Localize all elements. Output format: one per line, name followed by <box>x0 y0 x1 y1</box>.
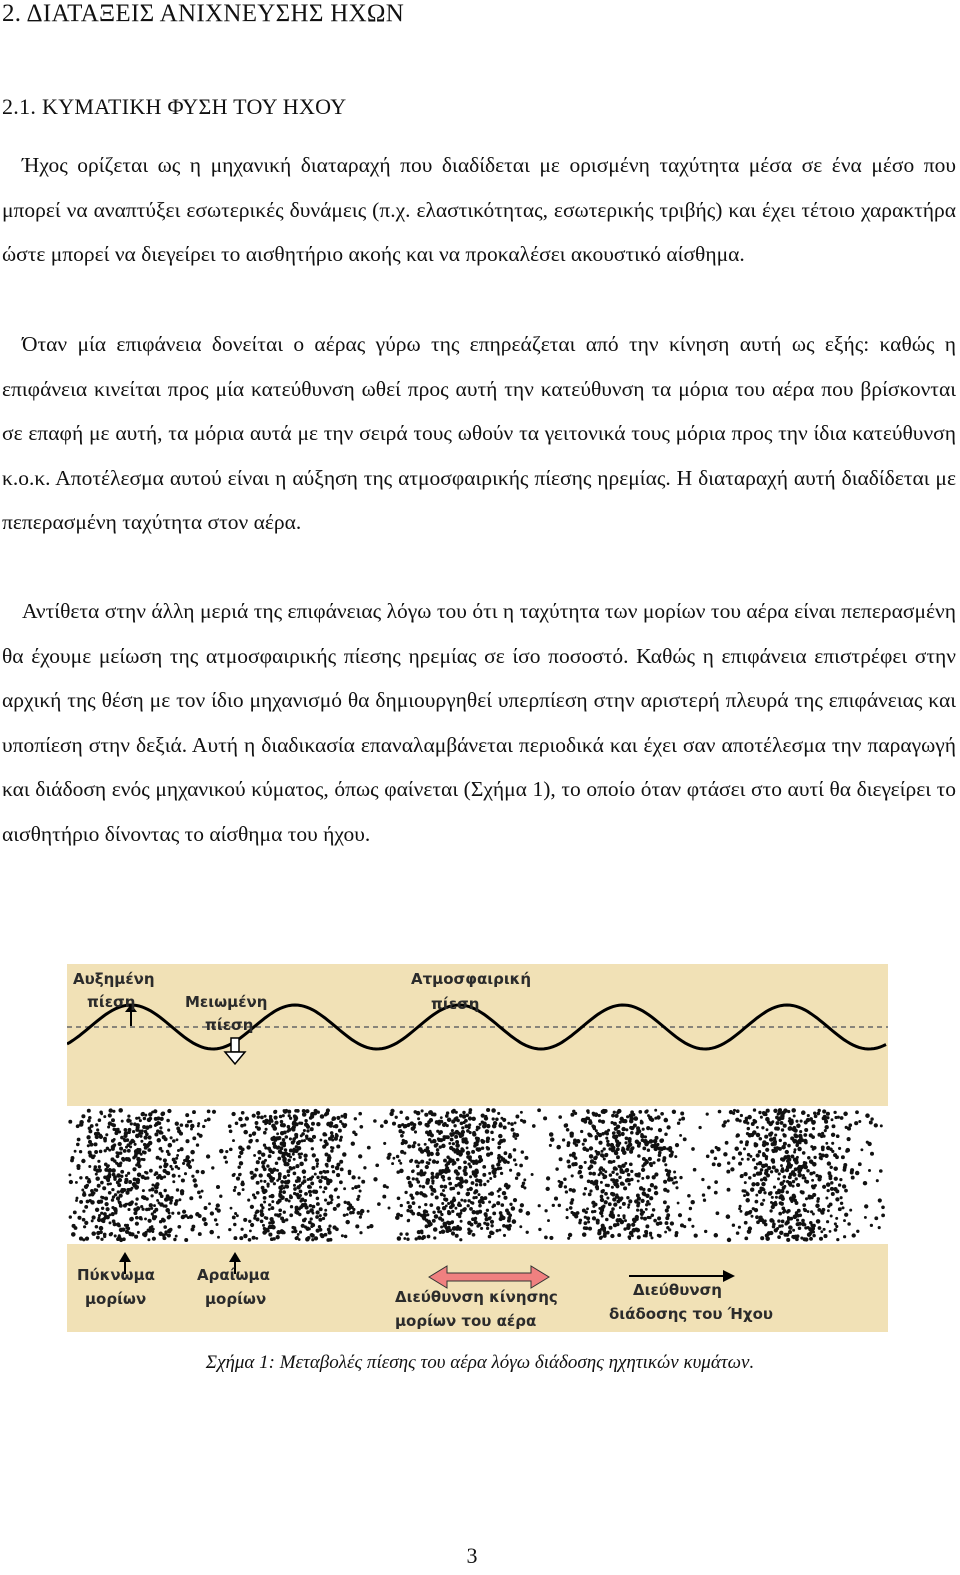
label-decreased-pressure-1: Μειωμένη <box>185 993 268 1011</box>
label-increased-pressure-1: Αυξημένη <box>73 970 155 988</box>
paragraph-vibration: Όταν μία επιφάνεια δονείται ο αέρας γύρω της επηρεάζεται από την κίνηση αυτή ως εξής: καθώς η επιφάνεια κινείται προς μία κατεύθυνση ωθεί προς αυτή την κατεύθυνση τα μόρια του αέρα που βρίσκονται σε επαφή με αυτή, τα μόρια αυτά με την σειρά τους ωθούν τα γειτονικά τους μόρια προς την ίδια κατεύθυνση κ.ο.κ. Αποτέλεσμα αυτού είναι η αύξηση της ατμοσφαιρικής πίεσης ηρεμίας. Η διαταραχή αυτή διαδίδεται με πεπερασμένη ταχύτητα στον αέρα. <box>2 332 956 535</box>
label-atmospheric-pressure-1: Ατμοσφαιρική <box>411 970 532 988</box>
label-sparse-2: μορίων <box>205 1290 267 1308</box>
paragraph-propagation: Αντίθετα στην άλλη μεριά της επιφάνειας λόγω του ότι η ταχύτητα των μορίων του αέρα είναι πεπερασμένη θα έχουμε μείωση της ατμοσφαιρικής πίεσης ηρεμίας σε ίσο ποσοστό. Καθώς η επιφάνεια επιστρέφει στην αρχική της θέση με τον ίδιο μηχανισμό θα δημιουργηθεί υπερπίεση στην αριστερή πλευρά της επιφάνειας και υποπίεση στην δεξιά. Αυτή η διαδικασία επαναλαμβάνεται περιοδικά και έχει σαν αποτέλεσμα την παραγωγή και διάδοση ενός μηχανικού κύματος, όπως φαίνεται (Σχήμα 1), το οποίο όταν φτάσει στο αυτί θα διεγείρει το αισθητήριο δίνοντας το αίσθημα του ήχου. <box>2 599 956 846</box>
label-increased-pressure-2: πίεση <box>87 993 136 1011</box>
label-molecule-motion-2: μορίων του αέρα <box>395 1312 537 1330</box>
figure-caption: Σχήμα 1: Μεταβολές πίεσης του αέρα λόγω διάδοσης ηχητικών κυμάτων. <box>205 1352 755 1373</box>
label-propagation-1: Διεύθυνση <box>633 1281 722 1299</box>
label-atmospheric-pressure-2: πίεση <box>431 995 480 1013</box>
label-propagation-2: διάδοσης του Ήχου <box>609 1305 774 1323</box>
subsection-title: 2.1. ΚΥΜΑΤΙΚΗ ΦΥΣΗ ΤΟΥ ΗΧΟΥ <box>2 94 347 119</box>
page-number: 3 <box>466 1543 478 1568</box>
label-decreased-pressure-2: πίεση <box>205 1016 254 1034</box>
label-molecule-motion-1: Διεύθυνση κίνησης <box>395 1288 558 1306</box>
label-dense-1: Πύκνωμα <box>77 1266 155 1284</box>
section-title: 2. ΔΙΑΤΑΞΕΙΣ ΑΝΙΧΝΕΥΣΗΣ ΗΧΩΝ <box>2 0 405 27</box>
sound-wave-figure <box>67 964 888 1332</box>
label-dense-2: μορίων <box>85 1290 147 1308</box>
label-sparse-1: Αραίωμα <box>197 1266 270 1284</box>
paragraph-definition: Ήχος ορίζεται ως η μηχανική διαταραχή που διαδίδεται με ορισμένη ταχύτητα μέσα σε ένα μέσο που μπορεί να αναπτύξει εσωτερικές δυνάμεις (π.χ. ελαστικότητας, εσωτερικής τριβής) και έχει τέτοιο χαρακτήρα ώστε μπορεί να διεγείρει το αισθητήριο ακοής και να προκαλέσει ακουστικό αίσθημα. <box>2 153 956 267</box>
